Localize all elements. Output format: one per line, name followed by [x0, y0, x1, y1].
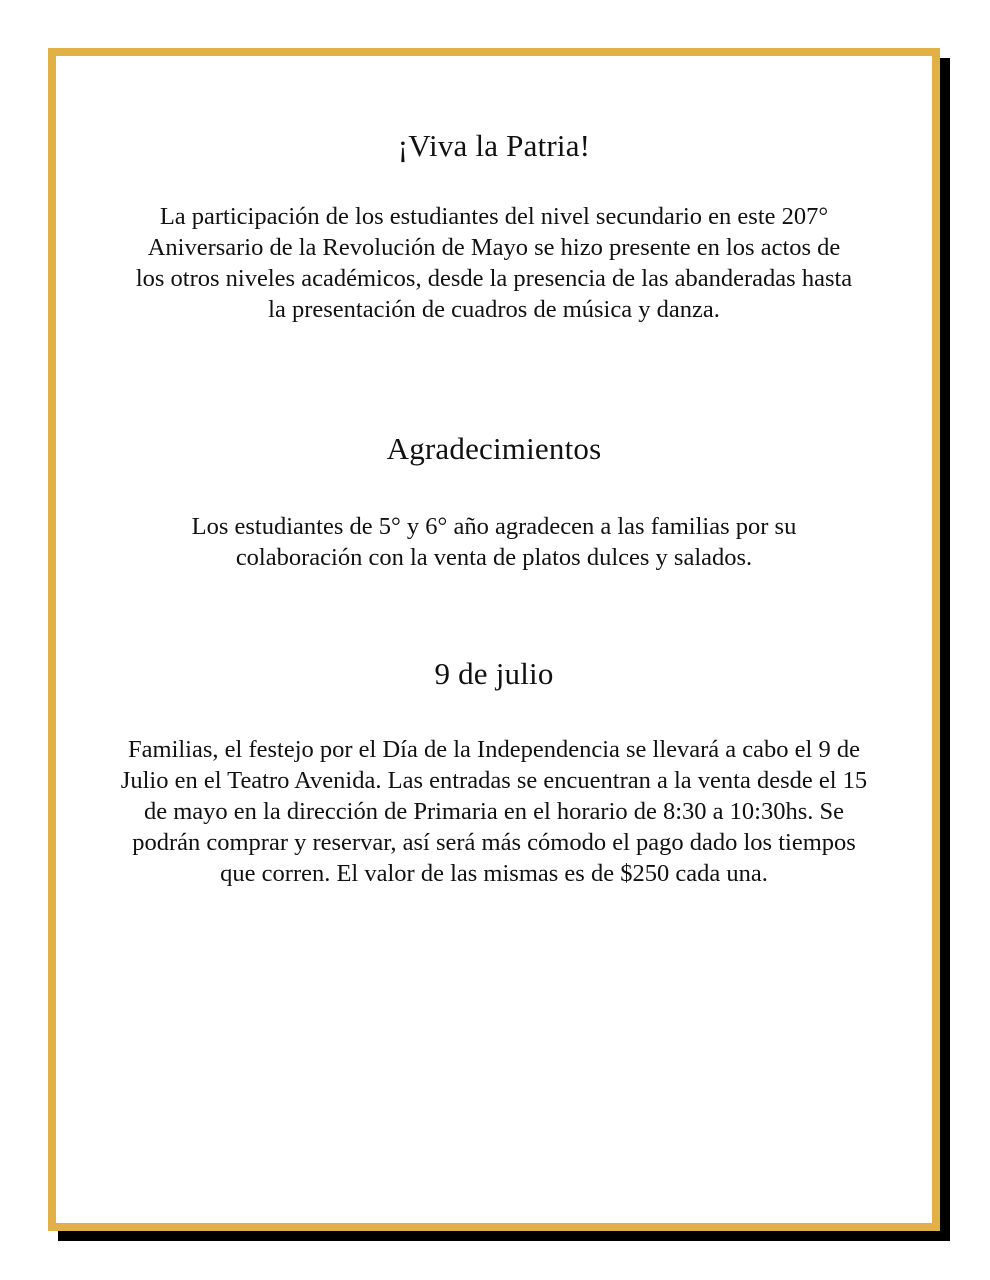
section-body: La participación de los estudiantes del nivel secundario en este 207° Aniversario de la Revolución de Mayo se hizo presente en los actos de los otros niveles académicos, desde la presencia de las abanderadas hasta la presentación de cuadros de música y danza. [135, 203, 853, 323]
section-viva-la-patria [56, 128, 932, 325]
section-heading: ¡Viva la Patria! [397, 128, 591, 163]
section-agradecimientos [56, 431, 932, 573]
section-heading: 9 de julio [434, 656, 554, 691]
page-frame [48, 48, 940, 1231]
section-body: Familias, el festejo por el Día de la Independencia se llevará a cabo el 9 de Julio en el Teatro Avenida. Las entradas se encuentran a la venta desde el 15 de mayo en la dirección de Primaria en el horario de 8:30 a 10:30hs. Se podrán comprar y reservar, así será más cómodo el pago dado los tiempos que corren. El valor de las mismas es de $250 cada una. [120, 736, 868, 887]
section-heading: Agradecimientos [386, 431, 602, 466]
section-9-de-julio [56, 656, 932, 889]
section-body: Los estudiantes de 5° y 6° año agradecen a las familias por su colaboración con la venta de platos dulces y salados. [191, 513, 797, 571]
